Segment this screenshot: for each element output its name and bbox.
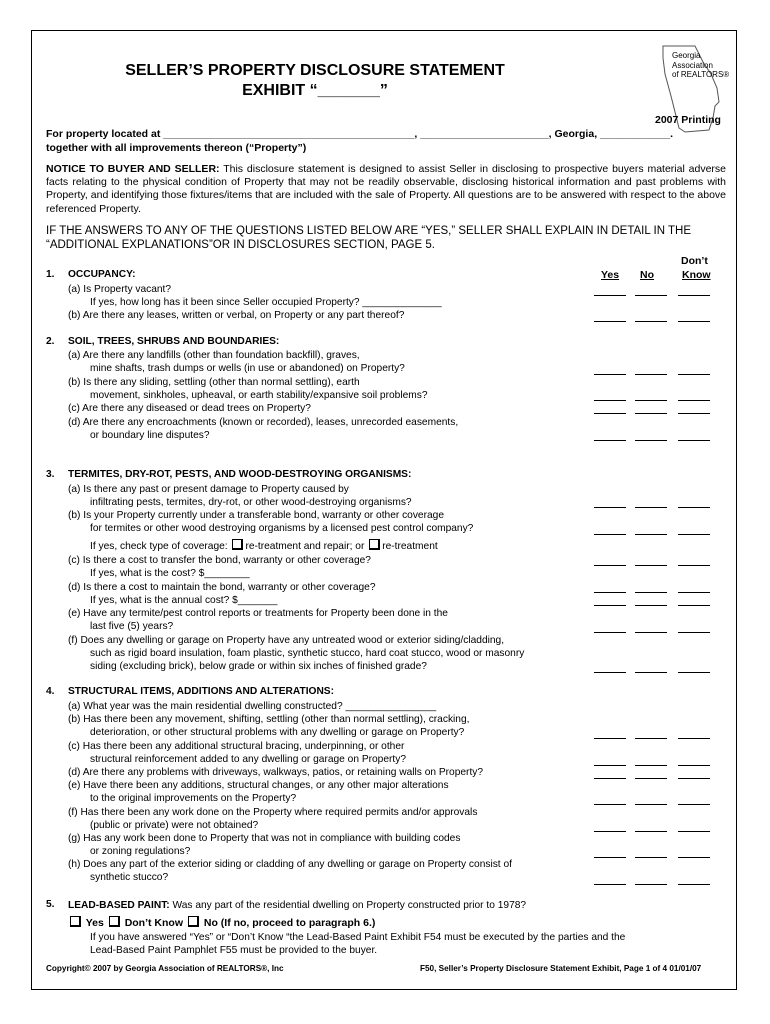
form-title: SELLER’S PROPERTY DISCLOSURE STATEMENT [125,62,505,79]
section-3-title: TERMITES, DRY-ROT, PESTS, AND WOOD-DESTROYING ORGANISMS: [68,469,412,480]
logo-text [672,51,729,80]
q5-question: Was any part of the residential dwelling on Property constructed prior to 1978? [169,900,527,911]
q5 [68,899,526,912]
coverage-prefix: If yes, check type of coverage: [90,541,231,552]
answer-3f[interactable] [594,672,712,673]
q3b: (b) Is your Property currently under a transferable bond, warranty or other coverage [68,510,444,521]
q3d: (d) Is there a cost to maintain the bond, warranty or other coverage? [68,582,376,593]
answer-3d2[interactable] [594,605,712,606]
logo-line-2: Association [672,60,713,70]
q2b: (b) Is there any sliding, settling (other than normal settling), earth [68,377,360,388]
notice-label: NOTICE TO BUYER AND SELLER: [46,163,220,175]
checkbox-lead-yes[interactable] [70,916,81,927]
q3b-coverage [90,539,438,553]
property-improvements: together with all improvements thereon (“Property”) [46,142,307,154]
q5-options [68,916,375,930]
answer-3e[interactable] [594,632,712,633]
q4f: (f) Has there been any work done on the Property where required permits and/or approvals [68,807,478,818]
checkbox-retreatment[interactable] [369,539,380,550]
q4b-cont: deterioration, or other structural problems with any dwelling or garage on Property? [90,727,465,738]
q4g-cont: or zoning regulations? [90,846,191,857]
option-dont-know: Don’t Know [124,917,184,929]
q4c: (c) Has there been any additional structural bracing, underpinning, or other [68,741,405,752]
col-dont: Don’t [681,255,708,267]
q3b-cont: for termites or other wood destroying organisms by a licensed pest control company? [90,523,474,534]
q4h: (h) Does any part of the exterior siding or cladding of any dwelling or garage on Property consist of [68,859,512,870]
answer-4b[interactable] [594,738,712,739]
q1b: (b) Are there any leases, written or verbal, on Property or any part thereof? [68,310,405,321]
section-1-number: 1. [46,269,55,280]
q2a: (a) Are there any landfills (other than foundation backfill), graves, [68,350,360,361]
q2c: (c) Are there any diseased or dead trees on Property? [68,403,311,414]
answer-1b[interactable] [594,321,712,322]
answer-4f[interactable] [594,831,712,832]
answer-4d[interactable] [594,778,712,779]
q3a: (a) Is there any past or present damage to Property caused by [68,484,349,495]
answer-4h[interactable] [594,884,712,885]
footer-form-id: F50, Seller’s Property Disclosure Statement Exhibit, Page 1 of 4 01/01/07 [420,964,702,973]
answer-3c[interactable] [594,565,712,566]
q3f: (f) Does any dwelling or garage on Property have any untreated wood or exterior siding/cladding, [68,635,505,646]
section-3-number: 3. [46,469,55,480]
section-5-title: LEAD-BASED PAINT: [68,900,170,911]
q2a-cont: mine shafts, trash dumps or wells (in use or abandoned) on Property? [90,363,405,374]
q3c: (c) Is there a cost to transfer the bond, warranty or other coverage? [68,555,371,566]
q3a-cont: infiltrating pests, termites, dry-rot, or other wood-destroying organisms? [90,497,412,508]
q2b-cont: movement, sinkholes, upheaval, or earth stability/expansive soil problems? [90,390,428,401]
instruction-text: IF THE ANSWERS TO ANY OF THE QUESTIONS LISTED BELOW ARE “YES,” SELLER SHALL EXPLAIN IN DETAIL IN THE “ADDITIONAL EXPLANATIONS”OR IN DISCLOSURES SECTION, PAGE 5. [46,225,692,251]
section-5-number: 5. [46,899,55,910]
q4h-cont: synthetic stucco? [90,872,169,883]
q4c-cont: structural reinforcement added to any dwelling or garage on Property? [90,754,406,765]
answer-3a[interactable] [594,507,712,508]
q5-note-1: If you have answered “Yes” or “Don’t Know “the Lead-Based Paint Exhibit F54 must be executed by the parties and the [90,932,626,943]
exhibit-label: EXHIBIT “_______” [242,82,388,99]
q1a: (a) Is Property vacant? [68,284,172,295]
answer-4g[interactable] [594,857,712,858]
coverage-option-1: re-treatment and repair; or [245,541,365,552]
q5-note-2: Lead-Based Paint Pamphlet F55 must be provided to the buyer. [90,945,378,956]
answer-4c[interactable] [594,765,712,766]
q4b: (b) Has there been any movement, shifting, settling (other than normal settling), cracking, [68,714,470,725]
checkbox-retreatment-repair[interactable] [232,539,243,550]
section-2-title: SOIL, TREES, SHRUBS AND BOUNDARIES: [68,336,280,347]
printing-year: 2007 Printing [655,114,721,126]
section-2-number: 2. [46,336,55,347]
logo-line-3: of REALTORS® [672,70,730,79]
coverage-option-2: re-treatment [382,541,438,552]
answer-2c[interactable] [594,413,712,414]
logo-line-1: Georgia [672,51,701,60]
q4f-cont: (public or private) were not obtained? [90,820,259,831]
answer-3b[interactable] [594,534,712,535]
answer-1a[interactable] [594,295,712,296]
checkbox-lead-dont-know[interactable] [109,916,120,927]
footer-copyright: Copyright© 2007 by Georgia Association of REALTORS®, Inc [46,964,284,973]
q4e-cont: to the original improvements on the Property? [90,793,297,804]
option-no: No [203,917,218,929]
q4d: (d) Are there any problems with driveways, walkways, patios, or retaining walls on Property? [68,767,484,778]
col-know: Know [682,269,711,281]
q4g: (g) Has any work been done to Property that was not in compliance with building codes [68,833,461,844]
section-4-title: STRUCTURAL ITEMS, ADDITIONS AND ALTERATIONS: [68,686,334,697]
q2d: (d) Are there any encroachments (known or recorded), leases, unrecorded easements, [68,417,459,428]
notice-text: This disclosure statement is designed to assist Seller in disclosing to prospective buyers material adverse facts relating to the physical condition of Property that may not be readily observable, disclosing historical information and past problems with Property, and identifying those fixtures/items that are included with the sale of Property. All questions are to be answered with respect to the above referenced Property. [46,163,727,215]
property-location-line: For property located at ___________________________________________, ______________________, Georgia, ____________. [46,128,674,140]
q4e: (e) Have there been any additions, structural changes, or any other major alterations [68,780,449,791]
answer-2a[interactable] [594,374,712,375]
section-1-title: OCCUPANCY: [68,269,136,280]
section-4-number: 4. [46,686,55,697]
checkbox-lead-no[interactable] [188,916,199,927]
q2d-cont: or boundary line disputes? [90,430,210,441]
answer-4e[interactable] [594,804,712,805]
notice-paragraph [46,163,726,216]
q3e: (e) Have any termite/pest control reports or treatments for Property been done in the [68,608,448,619]
answer-3d[interactable] [594,592,712,593]
q3f-cont2: siding (excluding brick), below grade or within six inches of finished grade? [90,661,427,672]
answer-2b[interactable] [594,400,712,401]
q3d-cont: If yes, what is the annual cost? $_______ [90,595,278,606]
col-no: No [640,269,654,281]
answer-2d[interactable] [594,440,712,441]
option-yes: Yes [85,917,104,929]
q4a: (a) What year was the main residential dwelling constructed? ________________ [68,701,437,712]
q3e-cont: last five (5) years? [90,621,174,632]
col-yes: Yes [601,269,620,281]
q3f-cont: such as rigid board insulation, foam plastic, synthetic stucco, hard coat stucco, wood or masonry [90,648,525,659]
q3c-cont: If yes, what is the cost? $________ [90,568,250,579]
no-note: (If no, proceed to paragraph 6.) [220,917,376,929]
q1a-followup: If yes, how long has it been since Seller occupied Property? ______________ [90,297,442,308]
